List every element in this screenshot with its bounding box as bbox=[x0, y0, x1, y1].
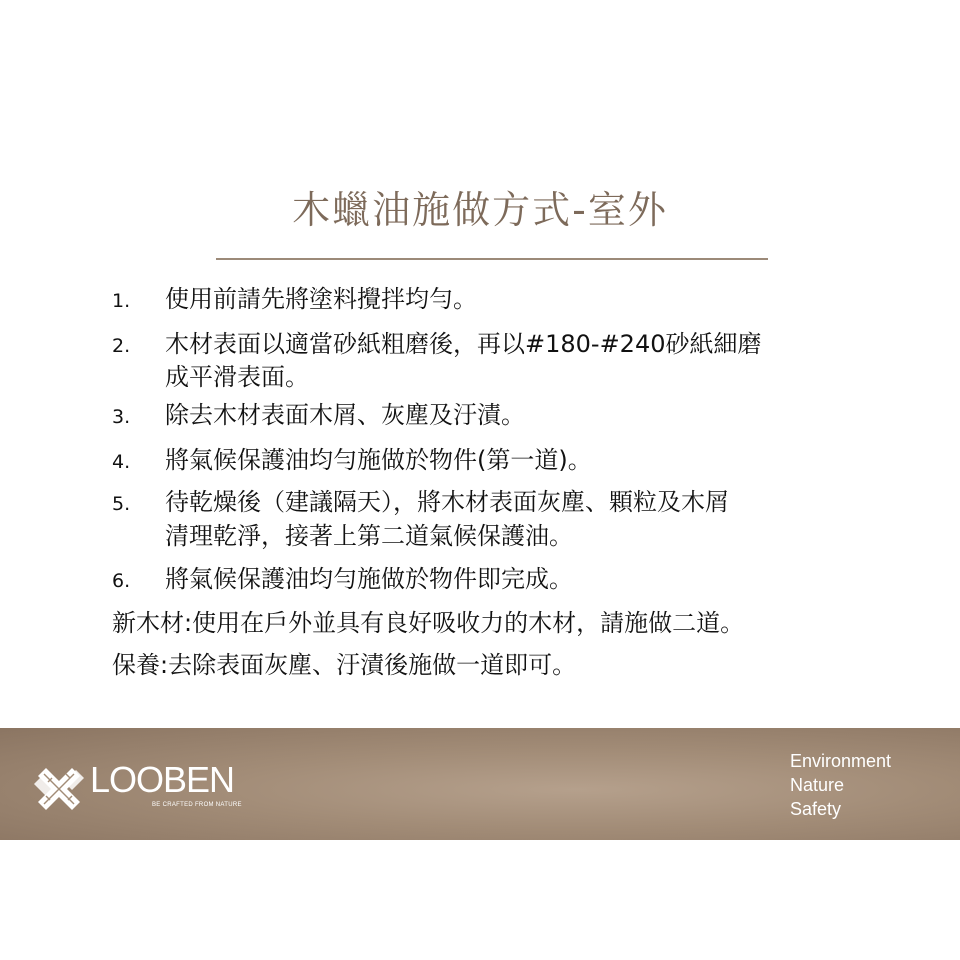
brand-logo bbox=[32, 758, 252, 818]
step-number: 5. bbox=[112, 493, 131, 515]
brand-tagline: BE CRAFTED FROM NATURE bbox=[152, 802, 242, 808]
step-number: 2. bbox=[112, 335, 131, 357]
step-number: 1. bbox=[112, 290, 131, 312]
step-text: 將氣候保護油均勻施做於物件(第一道)。 bbox=[165, 446, 592, 474]
step-number: 3. bbox=[112, 406, 131, 428]
step-number: 4. bbox=[112, 451, 131, 473]
step-text: 木材表面以適當砂紙粗磨後，再以#180-#240砂紙細磨 bbox=[165, 330, 762, 358]
value-environment: Environment bbox=[790, 751, 892, 771]
title-divider bbox=[216, 258, 768, 260]
step-text: 除去木材表面木屑、灰塵及汙漬。 bbox=[165, 401, 525, 429]
brand-values-list bbox=[790, 749, 891, 821]
step-text: 待乾燥後（建議隔天），將木材表面灰塵、顆粒及木屑 bbox=[165, 488, 729, 516]
woven-cross-icon bbox=[32, 762, 86, 816]
value-safety: Safety bbox=[790, 799, 842, 819]
note-maintenance: 保養:去除表面灰塵、汙漬後施做一道即可。 bbox=[112, 651, 577, 679]
step-number: 6. bbox=[112, 570, 131, 592]
brand-wordmark: LOOBEN bbox=[90, 759, 235, 800]
note-new-wood: 新木材:使用在戶外並具有良好吸收力的木材，請施做二道。 bbox=[112, 609, 745, 637]
step-text: 使用前請先將塗料攪拌均勻。 bbox=[165, 285, 477, 313]
step-text: 將氣候保護油均勻施做於物件即完成。 bbox=[165, 565, 573, 593]
step-text-continued: 清理乾淨，接著上第二道氣候保護油。 bbox=[165, 522, 573, 550]
value-nature: Nature bbox=[790, 775, 845, 795]
step-text-continued: 成平滑表面。 bbox=[165, 363, 309, 391]
page-title: 木蠟油施做方式-室外 bbox=[292, 188, 668, 232]
